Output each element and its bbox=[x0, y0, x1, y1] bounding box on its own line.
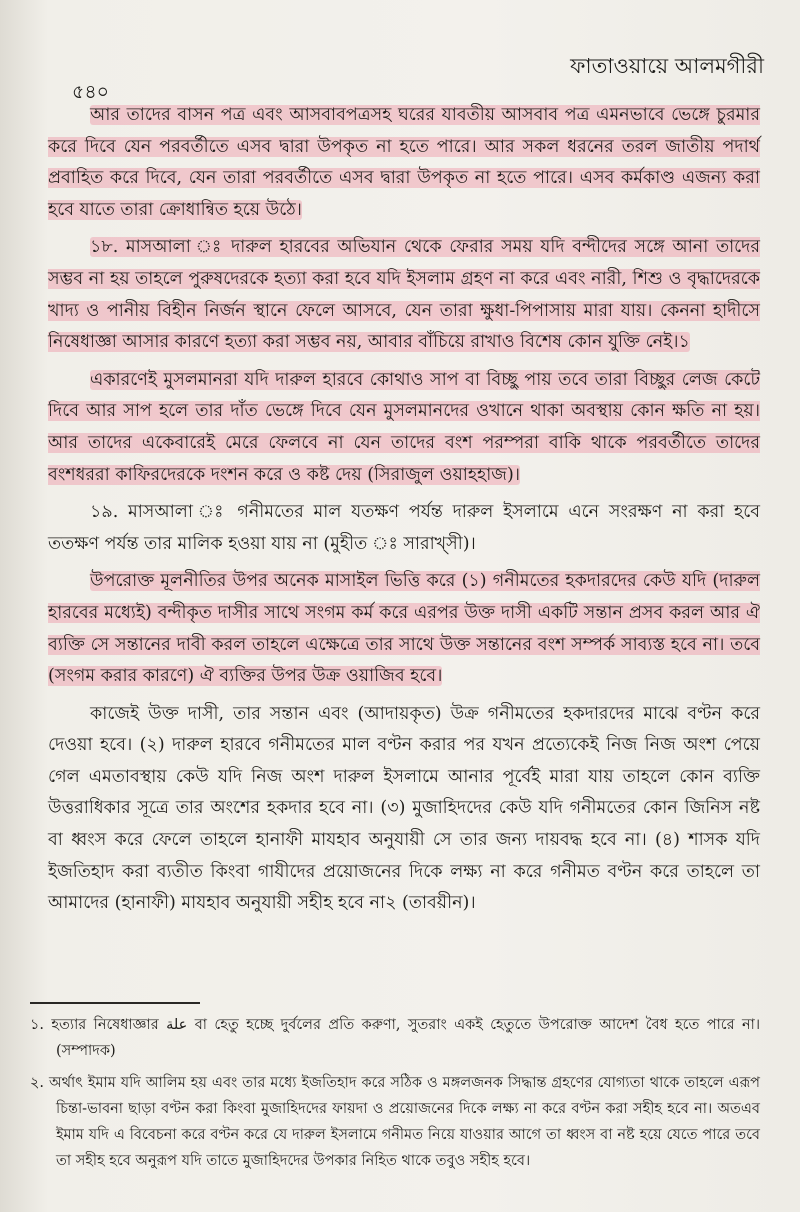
page-number: ৫৪০ bbox=[72, 81, 110, 103]
highlight: একারণেই মুসলমানরা যদি দারুল হারবে কোথাও সাপ বা বিচ্ছু পায় তবে তারা বিচ্ছুর লেজ কেটে দিবে আর সাপ হলে তার দাঁত ভেঙ্গে দিবে যেন মুসলমানদের ওখানে থাকা অবস্থায় কোন ক্ষতি না হয়। আর তাদের একেবারেই মেরে ফেলবে না যেন তাদের বংশ পরম্পরা বাকি থাকে পরবর্তীতে তাদের বংশধররা কাফিরদেরকে দংশন করে ও কষ্ট দেয় (সিরাজুল ওয়াহহাজ)। bbox=[48, 369, 760, 485]
main-text bbox=[48, 100, 760, 926]
footnotes bbox=[30, 1012, 760, 1180]
highlight: আর তাদের বাসন পত্র এবং আসবাবপত্রসহ ঘরের যাবতীয় আসবাব পত্র এমনভাবে ভেঙ্গে চুরমার করে দিবে যেন পরবর্তীতে এসব দ্বারা উপকৃত না হতে পারে। আর সকল ধরনের তরল জাতীয় পদার্থ প্রবাহিত করে দিবে, যেন তারা পরবর্তীতে এসব দ্বারা উপকৃত না হতে পারে। এসব কর্মকাণ্ড এজন্য করা হবে যাতে তারা ক্রোধান্বিত হয়ে উঠে। bbox=[48, 105, 760, 220]
paragraph-masala-18 bbox=[48, 232, 760, 358]
footnote-divider bbox=[30, 1002, 200, 1004]
paragraph-3 bbox=[48, 365, 760, 491]
running-title: ফাতাওয়ায়ে আলমগীরী bbox=[570, 54, 764, 78]
highlight: উপরোক্ত মূলনীতির উপর অনেক মাসাইল ভিত্তি করে (১) গনীমতের হকদারদের কেউ যদি (দারুল হারবের মধ্যেই) বন্দীকৃত দাসীর সাথে সংগম কর্ম করে এরপর উক্ত দাসী একটি সন্তান প্রসব করল আর ঐ ব্যক্তি সে সন্তানের দাবী করল তাহলে এক্ষেত্রে তার সাথে উক্ত সন্তানের বংশ সম্পর্ক সাব্যস্ত হবে না। তবে (সংগম করার কারণে) ঐ ব্যক্তির উপর উক্র ওয়াজিব হবে। bbox=[48, 571, 760, 687]
footnote-2: ২. অর্থাৎ ইমাম যদি আলিম হয় এবং তার মধ্যে ইজতিহাদ করে সঠিক ও মঙ্গলজনক সিদ্ধান্ত গ্রহণের যোগ্যতা থাকে তাহলে এরূপ চিন্তা-ভাবনা ছাড়া বণ্টন করা কিংবা মুজাহিদদের ফায়দা ও প্রয়োজনের দিকে লক্ষ্য না করে বণ্টন করা সহীহ হবে না। অতএব ইমাম যদি এ বিবেচনা করে বণ্টন করে যে দারুল ইসলামে গনীমত নিয়ে যাওয়ার আগে তা ধ্বংস বা নষ্ট হয়ে যেতে পারে তবে তা সহীহ হবে অনুরূপ যদি তাতে মুজাহিদদের উপকার নিহিত থাকে তবুও সহীহ হবে। bbox=[30, 1075, 760, 1169]
paragraph-masala-19: ১৯. মাসআলা ঃ গনীমতের মাল যতক্ষণ পর্যন্ত দারুল ইসলামে এনে সংরক্ষণ না করা হবে ততক্ষণ পর্যন্ত তার মালিক হওয়া যায় না (মুহীত ঃ সারাখ্সী)। bbox=[48, 502, 760, 554]
paragraph-5 bbox=[48, 566, 760, 692]
paragraph-1 bbox=[48, 100, 760, 226]
paragraph-6: কাজেই উক্ত দাসী, তার সন্তান এবং (আদায়কৃত) উক্র গনীমতের হকদারদের মাঝে বণ্টন করে দেওয়া হবে। (২) দারুল হারবে গনীমতের মাল বণ্টন করার পর যখন প্রত্যেকেই নিজ নিজ অংশ পেয়ে গেল এমতাবস্থায় কেউ যদি নিজ অংশ দারুল ইসলামে আনার পূর্বেই মারা যায় তাহলে কোন ব্যক্তি উত্তরাধিকার সূত্রে তার অংশের হকদার হবে না। (৩) মুজাহিদদের কেউ যদি গনীমতের কোন জিনিস নষ্ট বা ধ্বংস করে ফেলে তাহলে হানাফী মাযহাব অনুযায়ী সে তার জন্য দায়বদ্ধ হবে না। (৪) শাসক যদি ইজতিহাদ করা ব্যতীত কিংবা গাযীদের প্রয়োজনের দিকে লক্ষ্য না করে গনীমত বণ্টন করে তাহলে তা আমাদের (হানাফী) মাযহাব অনুযায়ী সহীহ হবে না২ (তাবয়ীন)। bbox=[48, 703, 760, 914]
footnote-1: ১. হত্যার নিষেধাজ্ঞার علة বা হেতু হচ্ছে দুর্বলের প্রতি করুণা, সুতরাং একই হেতুতে উপরোক্ত আদেশ বৈধ হতে পারে না। (সম্পাদক) bbox=[30, 1017, 761, 1059]
highlight: ১৮. মাসআলা ঃ দারুল হারবের অভিযান থেকে ফেরার সময় যদি বন্দীদের সঙ্গে আনা তাদের সম্ভব না হয় তাহলে পুরুষদেরকে হত্যা করা হবে যদি ইসলাম গ্রহণ না করে এবং নারী, শিশু ও বৃদ্ধাদেরকে খাদ্য ও পানীয় বিহীন নির্জন স্থানে ফেলে আসবে, যেন তারা ক্ষুধা-পিপাসায় মারা যায়। কেননা হাদীসে নিষেধাজ্ঞা আসার কারণে হত্যা করা সম্ভব নয়, আবার বাঁচিয়ে রাখাও বিশেষ কোন যুক্তি নেই।১ bbox=[48, 237, 760, 353]
